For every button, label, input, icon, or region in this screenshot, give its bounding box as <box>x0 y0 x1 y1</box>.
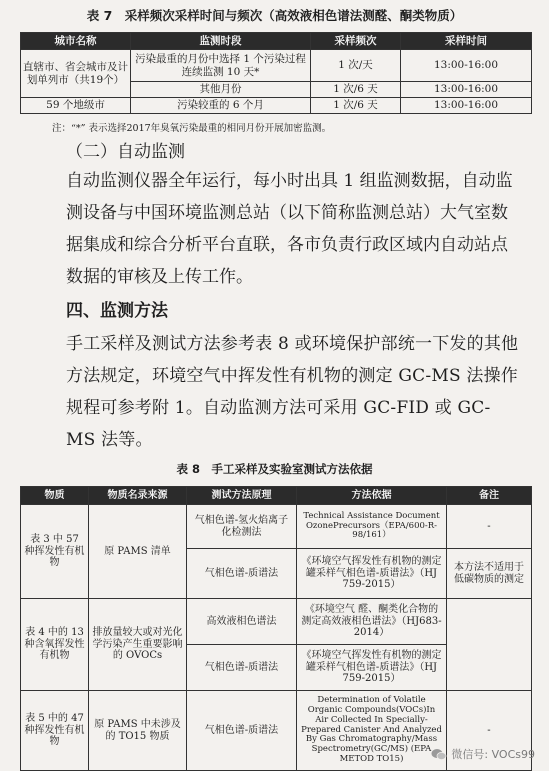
table-cell <box>447 599 532 691</box>
table8-header: 测试方法原理 <box>187 487 297 505</box>
table8-title: 表 8 手工采样及实验室测试方法依据 <box>176 462 373 476</box>
table7-title: 表 7 采样频次采样时间与频次（高效液相色谱法测醛、酮类物质） <box>86 8 463 23</box>
table7-header-row <box>21 33 532 50</box>
table-cell: 13:00-16:00 <box>401 82 532 98</box>
table-cell: 气相色谱-质谱法 <box>187 691 297 771</box>
section-heading-auto-monitoring: （二）自动监测 <box>66 142 185 162</box>
table7-header: 采样频次 <box>311 33 401 50</box>
table-cell: 表 3 中 57 种挥发性有机物 <box>21 505 89 599</box>
table8 <box>20 486 532 771</box>
paragraph-text: 自动监测仪器全年运行，每小时出具 1 组监测数据，自动监测设备与中国环境监测总站（以下简称监测总站）大气室数据集成和综合分析平台直联，各市负责行政区域内自动站点数据的审核及上传工作。 <box>66 171 513 287</box>
table7 <box>20 32 532 114</box>
paragraph-text: 手工采样及测试方法参考表 8 或环境保护部统一下发的其他方法规定，环境空气中挥发性有机物的测定 GC-MS 法操作规程可参考附 1。自动监测方法可采用 GC-FID 或 GC-MS 法等。 <box>66 334 519 450</box>
table-cell: 直辖市、省会城市及计划单列市（共19个） <box>21 50 131 98</box>
table-cell: 《环境空气挥发性有机物的测定罐采样气相色谱-质谱法》（HJ 759-2015） <box>297 549 447 599</box>
table8-header: 方法依据 <box>297 487 447 505</box>
table7-note: 注：“*” 表示选择2017年臭氧污染最重的相同月份开展加密监测。 <box>52 123 332 134</box>
table-row <box>21 50 532 82</box>
table-cell: 本方法不适用于低碳物质的测定 <box>447 549 532 599</box>
table8-header: 物质名录来源 <box>89 487 187 505</box>
table8-header-row <box>21 487 532 505</box>
table-cell: 表 4 中的 13 种含氧挥发性有机物 <box>21 599 89 691</box>
table7-header: 监测时段 <box>131 33 311 50</box>
table-cell: 1 次/天 <box>311 50 401 82</box>
table-row <box>21 98 532 114</box>
table-cell: 《环境空气 醛、酮类化合物的测定高效液相色谱法》（HJ683-2014） <box>297 599 447 645</box>
table8-header: 备注 <box>447 487 532 505</box>
table-cell: Determination of Volatile Organic Compounds(VOCs)In Air Collected In Specially-Prepared Canister And Analyzed By Gas Chromatography/Mass Spectrometry(GC/MS) (EPA METOD TO15) <box>297 691 447 771</box>
table7-header: 城市名称 <box>21 33 131 50</box>
table-cell: 污染最重的月份中选择 1 个污染过程连续监测 10 天* <box>131 50 311 82</box>
table-cell: 气相色谱-质谱法 <box>187 549 297 599</box>
table-cell: 《环境空气挥发性有机物的测定罐采样气相色谱-质谱法》（HJ 759-2015） <box>297 645 447 691</box>
table-cell: 气相色谱-质谱法 <box>187 645 297 691</box>
table-cell: 污染较重的 6 个月 <box>131 98 311 114</box>
table-cell: 其他月份 <box>131 82 311 98</box>
table-cell: 1 次/6 天 <box>311 82 401 98</box>
table-cell: 13:00-16:00 <box>401 50 532 82</box>
table-cell: - <box>447 691 532 771</box>
table-cell: Technical Assistance Document OzonePrecursors（EPA/600-R-98/161） <box>297 505 447 549</box>
watermark <box>431 746 535 762</box>
wechat-icon <box>431 748 447 761</box>
table-cell: 原 PAMS 中未涉及的 TO15 物质 <box>89 691 187 771</box>
table-cell: 1 次/6 天 <box>311 98 401 114</box>
table-cell: 高效液相色谱法 <box>187 599 297 645</box>
table-cell: 表 5 中的 47 种挥发性有机物 <box>21 691 89 771</box>
table-cell: 59 个地级市 <box>21 98 131 114</box>
paragraph-monitoring-method <box>32 328 519 456</box>
section-heading-monitoring-method: 四、监测方法 <box>66 301 168 321</box>
table-cell: - <box>447 505 532 549</box>
table-cell: 排放量较大或对光化学污染产生重要影响的 OVOCs <box>89 599 187 691</box>
table-cell: 13:00-16:00 <box>401 98 532 114</box>
table7-header: 采样时间 <box>401 33 532 50</box>
table-cell: 原 PAMS 清单 <box>89 505 187 599</box>
table-cell: 气相色谱-氢火焰离子化检测法 <box>187 505 297 549</box>
paragraph-auto-monitoring <box>32 165 519 293</box>
table-row <box>21 505 532 549</box>
table-row <box>21 599 532 645</box>
table8-header: 物质 <box>21 487 89 505</box>
watermark-text: 微信号: VOCs99 <box>451 748 535 761</box>
